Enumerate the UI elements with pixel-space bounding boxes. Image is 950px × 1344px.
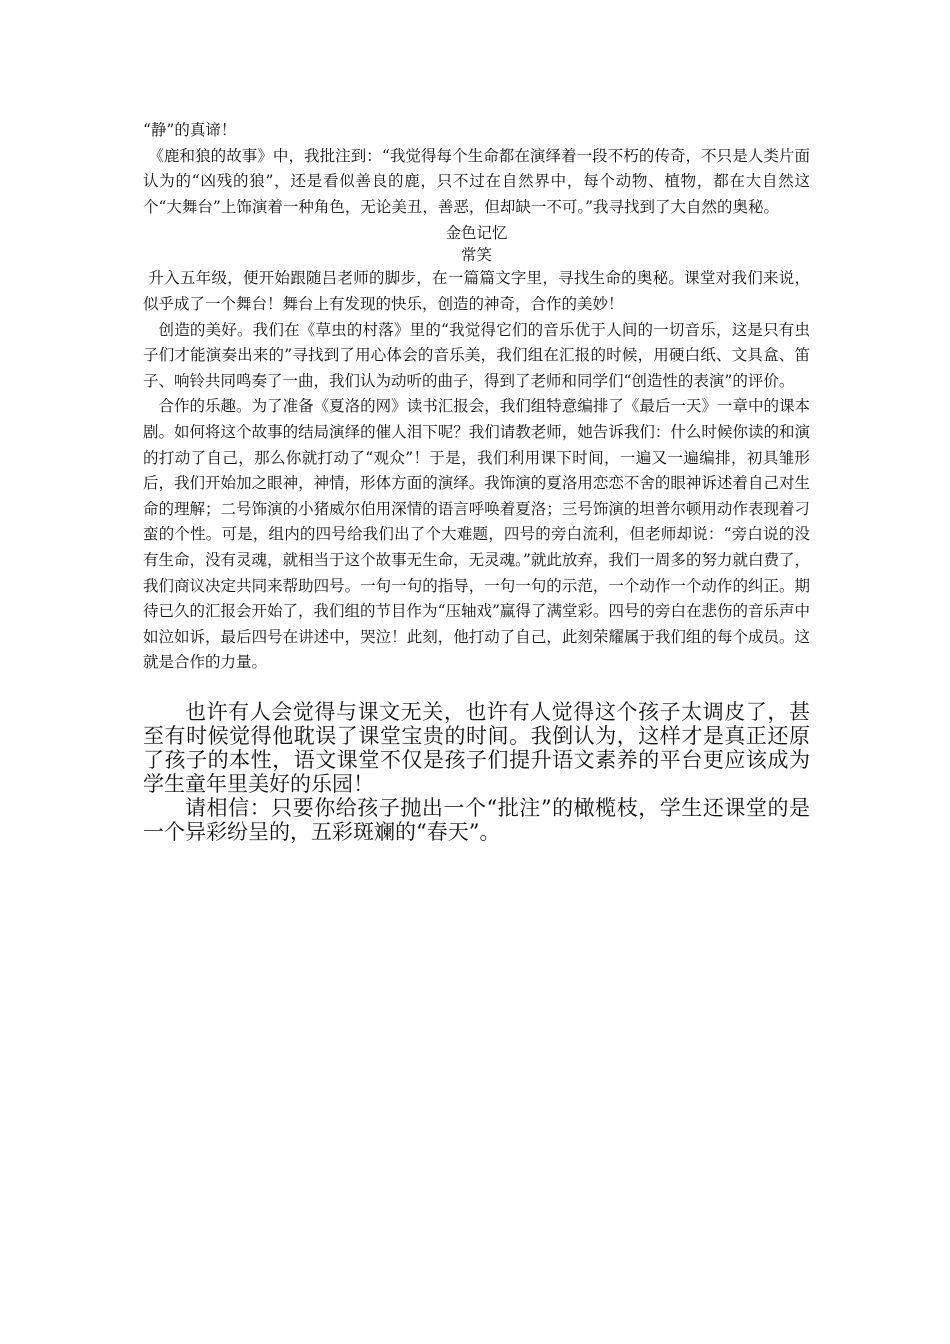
- paragraph-intro: 升入五年级，便开始跟随吕老师的脚步，在一篇篇文字里，寻找生命的奥秘。课堂对我们来说，似乎成了一个舞台！舞台上有发现的快乐，创造的神奇，合作的美妙！: [143, 269, 810, 313]
- paragraph-reflection: 也许有人会觉得与课文无关，也许有人觉得这个孩子太调皮了，甚至有时候觉得他耽误了课堂宝贵的时间。我倒认为，这样才是真正还原了孩子的本性，语文课堂不仅是孩子们提升语文素养的平台更应该成为学生童年里美好的乐园！: [143, 699, 810, 796]
- paragraph-stillness: “静”的真谛！: [143, 121, 237, 139]
- document-page: [143, 118, 810, 844]
- paragraph-conclusion: 请相信：只要你给孩子抛出一个“批注”的橄榄枝，学生还课堂的是一个异彩纷呈的，五彩斑斓的“春天”。: [143, 795, 810, 844]
- paragraph-cooperation: 合作的乐趣。为了准备《夏洛的网》读书汇报会，我们组特意编排了《最后一天》一章中的课本剧。如何将这个故事的结局演绎的催人泪下呢？我们请教老师，她告诉我们：什么时候你读的和演的打动了自己，那么你就打动了“观众”！于是，我们利用课下时间，一遍又一遍编排，初具雏形后，我们开始加之眼神，神情，形体方面的演绎。我饰演的夏洛用恋恋不舍的眼神诉述着自己对生命的理解；二号饰演的小猪威尔伯用深情的语言呼唤着夏洛；三号饰演的坦普尔顿用动作表现着刁蛮的个性。可是，组内的四号给我们出了个大难题，四号的旁白流利，但老师却说：“旁白说的没有生命，没有灵魂，就相当于这个故事无生命，无灵魂。”就此放弃，我们一周多的努力就白费了，我们商议决定共同来帮助四号。一句一句的指导，一句一句的示范，一个动作一个动作的纠正。期待已久的汇报会开始了，我们组的节目作为“压轴戏”赢得了满堂彩。四号的旁白在悲伤的音乐声中如泣如诉，最后四号在讲述中，哭泣！此刻，他打动了自己，此刻荣耀属于我们组的每个成员。这就是合作的力量。: [143, 397, 810, 672]
- paragraph-creation: 创造的美好。我们在《草虫的村落》里的“我觉得它们的音乐优于人间的一切音乐，这是只有虫子们才能演奏出来的”寻找到了用心体会的音乐美，我们组在汇报的时候，用硬白纸、文具盒、笛子、响铃共同鸣奏了一曲，我们认为动听的曲子，得到了老师和同学们“创造性的表演”的评价。: [143, 320, 810, 390]
- essay-author: 常笑: [460, 246, 492, 265]
- paragraph-deer-wolf: 《鹿和狼的故事》中，我批注到：“我觉得每个生命都在演绎着一段不朽的传奇，不只是人类片面认为的“凶残的狼”，还是看似善良的鹿，只不过在自然界中，每个动物、植物，都在大自然这个“大舞台”上饰演着一种角色，无论美丑，善恶，但却缺一不可。”我寻找到了大自然的奥秘。: [143, 146, 810, 216]
- essay-title: 金色记忆: [445, 224, 508, 243]
